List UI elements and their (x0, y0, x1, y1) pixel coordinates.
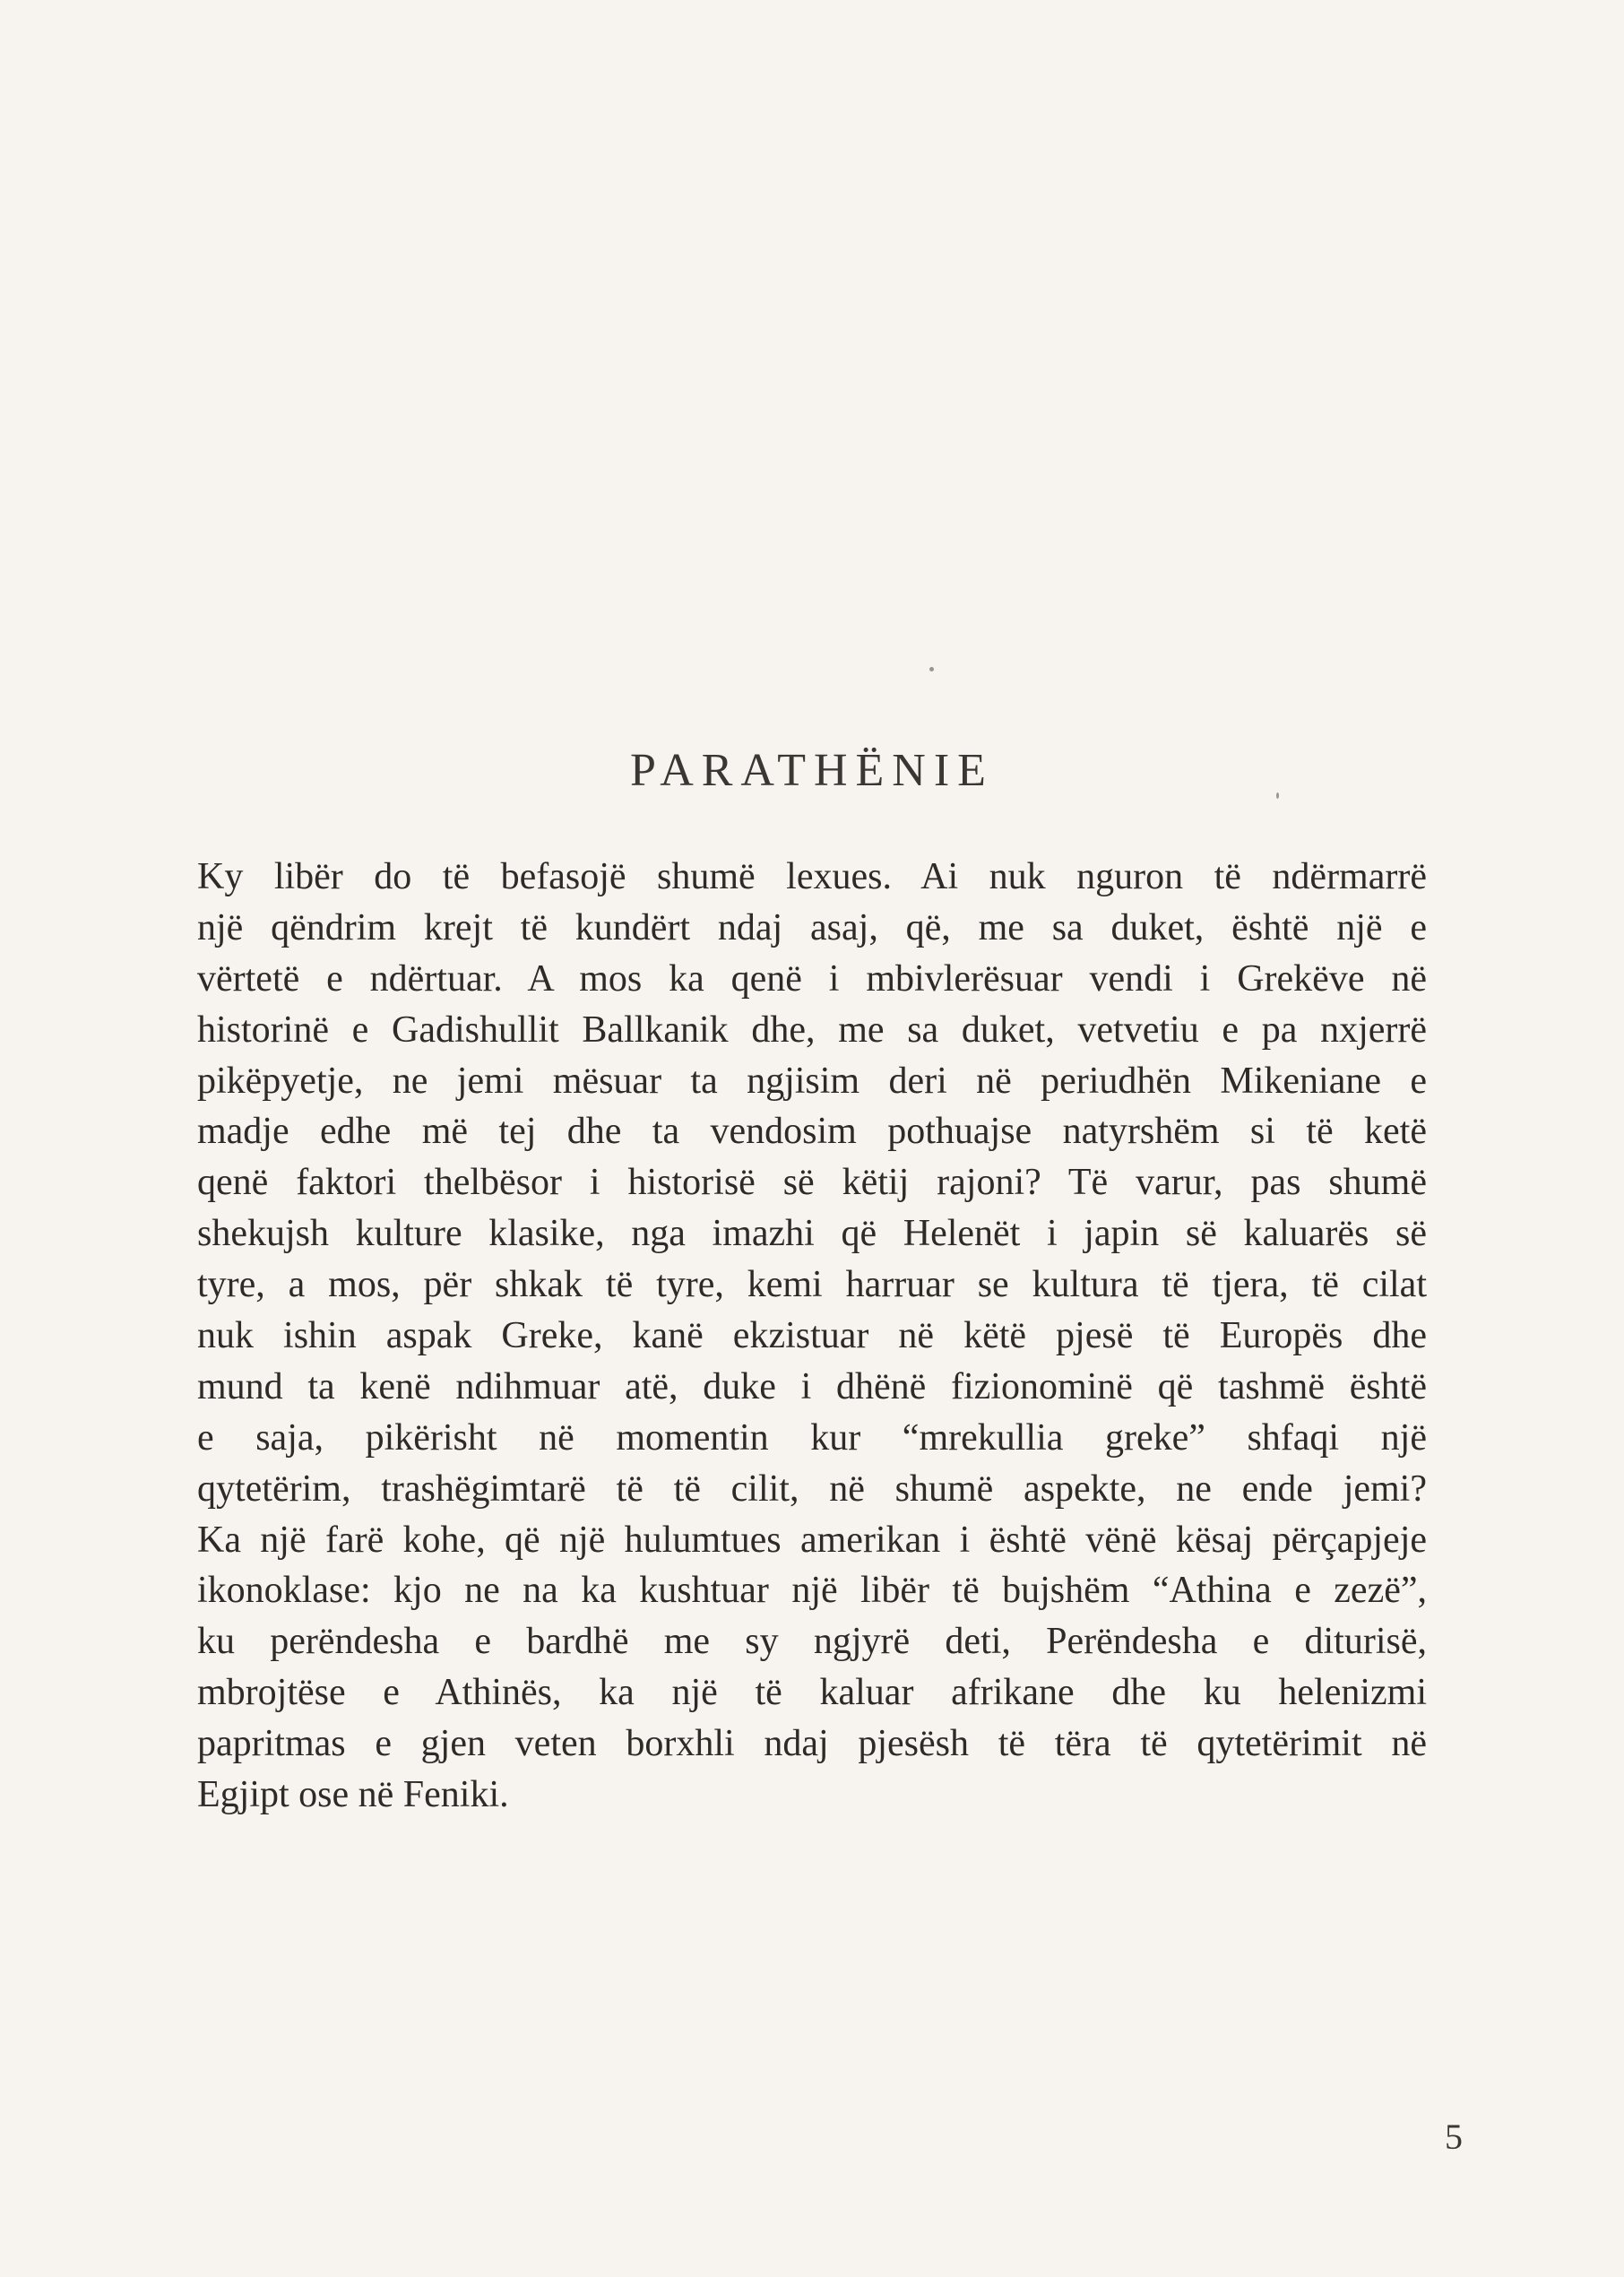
text-line: qenë faktori thelbësor i historisë së këtij rajoni? Të varur, pas shumë (197, 1162, 1427, 1204)
page-number: 5 (1445, 2117, 1463, 2157)
text-line: ku perëndesha e bardhë me sy ngjyrë deti, Perëndesha e diturisë, (197, 1621, 1427, 1663)
text-line: Ka një farë kohe, që një hulumtues amerikan i është vënë kësaj përçapjeje (197, 1519, 1427, 1561)
text-line: pikëpyetje, ne jemi mësuar ta ngjisim deri në periudhën Mikeniane e (197, 1060, 1427, 1102)
body-paragraph (197, 852, 1427, 1821)
text-line: Ky libër do të befasojë shumë lexues. Ai nuk nguron të ndërmarrë (197, 856, 1427, 897)
text-line: ikonoklase: kjo ne na ka kushtuar një libër të bujshëm “Athina e zezë”, (197, 1570, 1427, 1612)
text-line: qytetërim, trashëgimtarë të të cilit, në shumë aspekte, ne ende jemi? (197, 1467, 1427, 1510)
print-speck (929, 667, 934, 671)
chapter-heading: PARATHËNIE (630, 744, 994, 796)
text-line: mund ta kenë ndihmuar atë, duke i dhënë fizionominë që tashmë është (197, 1365, 1427, 1407)
text-line: historinë e Gadishullit Ballkanik dhe, me sa duket, vetvetiu e pa nxjerrë (197, 1009, 1427, 1051)
text-line: papritmas e gjen veten borxhli ndaj pjesësh të tëra të qytetërimit në (197, 1723, 1427, 1765)
text-line: shekujsh kulture klasike, nga imazhi që Helenët i japin së kaluarës së (197, 1213, 1427, 1255)
text-line: një qëndrim krejt të kundërt ndaj asaj, që, me sa duket, është një e (197, 906, 1427, 948)
text-line: e saja, pikërisht në momentin kur “mrekullia greke” shfaqi një (197, 1416, 1427, 1459)
text-line: Egjipt ose në Feniki. (197, 1774, 509, 1816)
text-line: nuk ishin aspak Greke, kanë ekzistuar në këtë pjesë të Europës dhe (197, 1315, 1427, 1357)
text-line: tyre, a mos, për shkak të tyre, kemi harruar se kultura të tjera, të cilat (197, 1264, 1427, 1306)
text-line: mbrojtëse e Athinës, ka një të kaluar afrikane dhe ku helenizmi (197, 1672, 1427, 1714)
text-line: madje edhe më tej dhe ta vendosim pothuajse natyrshëm si të ketë (197, 1111, 1427, 1153)
text-line: vërtetë e ndërtuar. A mos ka qenë i mbivlerësuar vendi i Grekëve në (197, 957, 1427, 1000)
